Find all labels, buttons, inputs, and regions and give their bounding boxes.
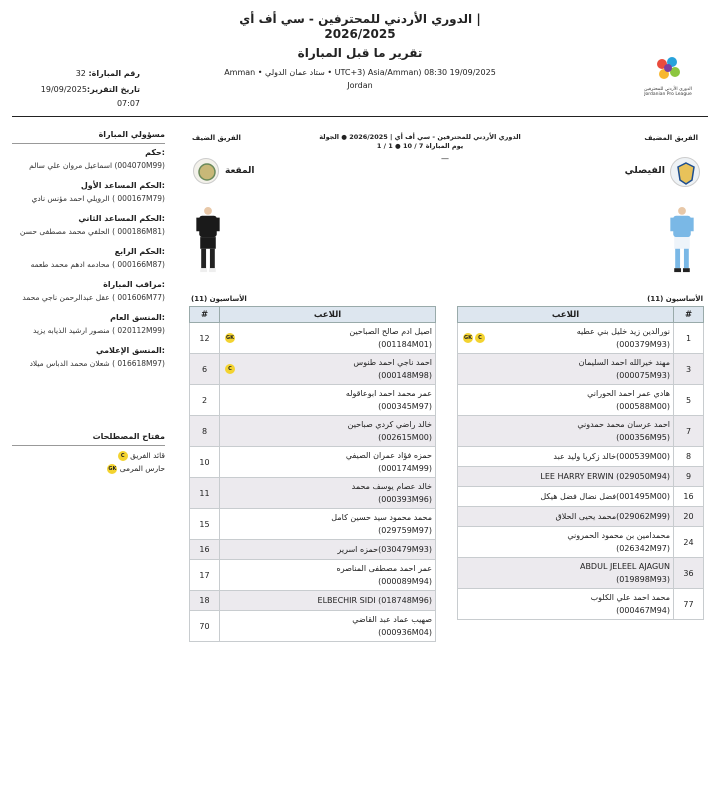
official-name: الحلفي محمد مصطفى حسن ( 000186M81) bbox=[19, 227, 165, 236]
home-lineup-table bbox=[457, 306, 704, 620]
legend-gk-label: حارس المرمى bbox=[119, 464, 165, 473]
match-score: — bbox=[441, 154, 449, 163]
player-number: 9 bbox=[674, 467, 704, 487]
gk-badge-icon: GK bbox=[464, 335, 472, 341]
match-number: 32 bbox=[75, 69, 86, 78]
player-badges bbox=[461, 332, 485, 345]
legend-gk bbox=[12, 464, 165, 474]
table-row bbox=[458, 354, 704, 385]
player-number: 3 bbox=[674, 354, 704, 385]
report-date-row bbox=[20, 84, 140, 95]
legend-captain-label: قائد الفريق bbox=[130, 451, 165, 460]
player-number: 7 bbox=[674, 416, 704, 447]
player-number: 8 bbox=[674, 447, 704, 467]
player-id: (002615M00) bbox=[378, 433, 432, 442]
player-cell bbox=[220, 478, 436, 509]
player-name: اصيل ادم صالح الصباحين bbox=[349, 327, 432, 336]
player-name: صهيب عماد عبد القاضي bbox=[352, 615, 432, 624]
player-cell bbox=[220, 447, 436, 478]
officials-list bbox=[12, 148, 165, 369]
table-row bbox=[190, 354, 436, 385]
official-name: عقل عبدالرحمن ناجي محمد ( 001606M77) bbox=[22, 293, 165, 302]
home-team-crest-icon bbox=[670, 157, 700, 187]
player-cell bbox=[458, 416, 674, 447]
away-starters-label: الأساسيون (11) bbox=[191, 295, 247, 303]
player-badges bbox=[223, 363, 235, 376]
player-cell bbox=[220, 591, 436, 611]
table-row bbox=[190, 509, 436, 540]
away-kit-icon bbox=[193, 205, 223, 279]
player-name: خالد عصام يوسف محمد bbox=[351, 482, 432, 491]
player-cell bbox=[458, 527, 674, 558]
legend-panel bbox=[12, 432, 165, 474]
away-team-label: الفريق الضيف bbox=[192, 134, 241, 142]
player-cell bbox=[220, 560, 436, 591]
table-row bbox=[190, 591, 436, 611]
player-number: 24 bbox=[674, 527, 704, 558]
player-number: 18 bbox=[190, 591, 220, 611]
player-cell bbox=[220, 416, 436, 447]
player-name: محمد يحيى الحلاق(029062M99) bbox=[555, 512, 670, 521]
player-number: 1 bbox=[674, 323, 704, 354]
player-name: احمد عرسان محمد حمدوني bbox=[577, 420, 670, 429]
player-cell bbox=[458, 589, 674, 620]
player-cell bbox=[458, 467, 674, 487]
officials-heading: مسؤولي المباراة bbox=[12, 130, 165, 144]
player-number: 36 bbox=[674, 558, 704, 589]
table-row bbox=[458, 487, 704, 507]
table-row bbox=[458, 416, 704, 447]
player-cell bbox=[458, 447, 674, 467]
away-lineup-table bbox=[189, 306, 436, 642]
player-number: 8 bbox=[190, 416, 220, 447]
home-starters-label: الأساسيون (11) bbox=[647, 295, 703, 303]
table-row bbox=[458, 385, 704, 416]
player-id: (000379M93) bbox=[616, 340, 670, 349]
player-name: خالد زكريا وليد عبد(000539M00) bbox=[553, 452, 670, 461]
col-number: # bbox=[674, 307, 704, 323]
match-number-label: رقم المباراة: bbox=[88, 69, 140, 78]
table-row bbox=[458, 447, 704, 467]
player-cell bbox=[220, 385, 436, 416]
logo-mark-icon bbox=[653, 55, 683, 83]
league-logo bbox=[643, 55, 693, 97]
player-name: فضل نضال فضل هيكل(001495M00) bbox=[540, 492, 670, 501]
col-number: # bbox=[190, 307, 220, 323]
league-title: الدوري الأردني للمحترفين - سي أف أي | bbox=[239, 12, 481, 26]
player-cell bbox=[220, 540, 436, 560]
official-role: المنسق الإعلامي: bbox=[96, 346, 165, 355]
player-name: محمد محمود سيد حسين كامل bbox=[331, 513, 432, 522]
table-row bbox=[458, 507, 704, 527]
match-country: Jordan bbox=[347, 81, 373, 90]
table-row bbox=[458, 558, 704, 589]
table-row bbox=[458, 589, 704, 620]
player-name: نورالدين زيد خليل بني عطيه bbox=[576, 327, 670, 336]
match-datetime: Amman • ستاد عمان الدولي • UTC+3) Asia/Amman) 08:30 19/09/2025 bbox=[224, 68, 496, 77]
col-player: اللاعب bbox=[220, 307, 436, 323]
table-row bbox=[190, 540, 436, 560]
season: 2026/2025 bbox=[324, 27, 396, 41]
player-number: 20 bbox=[674, 507, 704, 527]
official-name: شعلان محمد الدباس ميلاد ( 016618M97) bbox=[29, 359, 165, 368]
player-id: (001184M01) bbox=[378, 340, 432, 349]
player-number: 15 bbox=[190, 509, 220, 540]
header-divider bbox=[12, 116, 708, 117]
official-role: مراقب المباراة: bbox=[103, 280, 165, 289]
player-badges bbox=[223, 332, 235, 345]
player-name: LEE HARRY ERWIN (029050M94) bbox=[540, 472, 670, 481]
captain-badge-icon: C bbox=[118, 451, 128, 461]
player-id: (000393M96) bbox=[378, 495, 432, 504]
player-id: (026342M97) bbox=[616, 544, 670, 553]
report-date-label: تاريخ التقرير: bbox=[86, 85, 140, 94]
player-cell bbox=[458, 558, 674, 589]
table-row bbox=[190, 560, 436, 591]
player-name: احمد ناجي احمد طنوس bbox=[353, 358, 432, 367]
player-name: ELBECHIR SIDI (018748M96) bbox=[317, 596, 432, 605]
table-row bbox=[190, 447, 436, 478]
table-row bbox=[190, 323, 436, 354]
officials-panel bbox=[12, 130, 165, 369]
official-role: المنسق العام: bbox=[110, 313, 165, 322]
player-number: 16 bbox=[674, 487, 704, 507]
official-role: الحكم المساعد الأول: bbox=[80, 181, 165, 190]
col-player: اللاعب bbox=[458, 307, 674, 323]
home-team-label: الفريق المضيف bbox=[644, 134, 698, 142]
match-competition: الدوري الأردني للمحترفين - سي أف أي | 2026/2025 ● الجولة bbox=[319, 133, 521, 141]
player-name: عمر محمد احمد ابوعاقوله bbox=[345, 389, 432, 398]
table-row bbox=[458, 323, 704, 354]
official-role: الحكم الرابع: bbox=[114, 247, 165, 256]
player-cell bbox=[458, 385, 674, 416]
official-name: الرويلي احمد مؤنس نادي ( 000167M79) bbox=[31, 194, 165, 203]
gk-badge-icon: GK bbox=[108, 466, 117, 472]
table-row bbox=[458, 527, 704, 558]
player-name: محمد احمد علي الكلوب bbox=[590, 593, 670, 602]
table-row bbox=[190, 416, 436, 447]
match-round: 1 / 1 ● يوم المباراة 7 / 10 bbox=[376, 142, 464, 150]
official-role: الحكم المساعد الثاني: bbox=[78, 214, 165, 223]
away-team-crest-icon bbox=[193, 158, 219, 184]
player-id: (000467M94) bbox=[616, 606, 670, 615]
official-role: حكم: bbox=[145, 148, 165, 157]
player-cell bbox=[458, 507, 674, 527]
player-number: 17 bbox=[190, 560, 220, 591]
player-cell bbox=[220, 509, 436, 540]
player-number: 77 bbox=[674, 589, 704, 620]
official-name: منصور ارشيد الذيابه يزيد ( 020112M99) bbox=[33, 326, 165, 335]
player-id: (000174M99) bbox=[378, 464, 432, 473]
player-id: (000588M00) bbox=[616, 402, 670, 411]
player-cell bbox=[220, 354, 436, 385]
player-number: 10 bbox=[190, 447, 220, 478]
player-number: 12 bbox=[190, 323, 220, 354]
player-cell bbox=[458, 323, 674, 354]
table-row bbox=[190, 478, 436, 509]
player-id: (000936M04) bbox=[378, 628, 432, 637]
legend-captain bbox=[12, 451, 165, 461]
report-date: 19/09/2025 bbox=[40, 85, 87, 94]
player-name: ABDUL JELEEL AJAGUN bbox=[579, 562, 670, 571]
player-number: 2 bbox=[190, 385, 220, 416]
player-number: 70 bbox=[190, 611, 220, 642]
captain-badge-icon: C bbox=[225, 364, 235, 374]
player-name: خالد راضي كردي صباحين bbox=[347, 420, 432, 429]
player-name: حمزه اسرير(030479M93) bbox=[337, 545, 432, 554]
player-id: (019898M93) bbox=[616, 575, 670, 584]
player-id: (000075M93) bbox=[616, 371, 670, 380]
player-id: (000345M97) bbox=[378, 402, 432, 411]
official-name: محادمه ادهم محمد طعمه ( 000166M87) bbox=[30, 260, 165, 269]
player-name: محمدامين بن محمود الحمروني bbox=[567, 531, 670, 540]
player-id: (000356M95) bbox=[616, 433, 670, 442]
legend-heading: مفتاح المصطلحات bbox=[12, 432, 165, 446]
player-number: 6 bbox=[190, 354, 220, 385]
official-name: اسماعيل مروان علي سالم (004070M99) bbox=[29, 161, 165, 170]
player-id: (000148M98) bbox=[378, 371, 432, 380]
match-number-row bbox=[30, 68, 140, 79]
player-number: 11 bbox=[190, 478, 220, 509]
report-time: 07:07 bbox=[116, 99, 140, 108]
player-id: (000089M94) bbox=[378, 577, 432, 586]
logo-text: الدوري الأردني للمحترفين Jordanian Pro League bbox=[644, 87, 692, 97]
away-team-name: المقعة bbox=[225, 166, 255, 176]
player-cell bbox=[220, 611, 436, 642]
table-row bbox=[190, 385, 436, 416]
gk-badge-icon: GK bbox=[226, 335, 234, 341]
player-id: (029759M97) bbox=[378, 526, 432, 535]
captain-badge-icon: C bbox=[475, 333, 485, 343]
player-cell bbox=[220, 323, 436, 354]
home-team-name: الفيصلي bbox=[624, 165, 665, 176]
player-name: مهند خيرالله احمد السليمان bbox=[578, 358, 670, 367]
player-number: 16 bbox=[190, 540, 220, 560]
player-name: حمزه فؤاد عمران الصيفي bbox=[345, 451, 432, 460]
player-name: عمر احمد مصطفى المناصره bbox=[336, 564, 432, 573]
player-cell bbox=[458, 354, 674, 385]
report-title: تقرير ما قبل المباراة bbox=[297, 46, 423, 60]
home-kit-icon bbox=[667, 205, 697, 279]
table-row bbox=[458, 467, 704, 487]
table-row bbox=[190, 611, 436, 642]
player-name: هادي عمر احمد الحوراني bbox=[587, 389, 670, 398]
player-cell bbox=[458, 487, 674, 507]
player-number: 5 bbox=[674, 385, 704, 416]
